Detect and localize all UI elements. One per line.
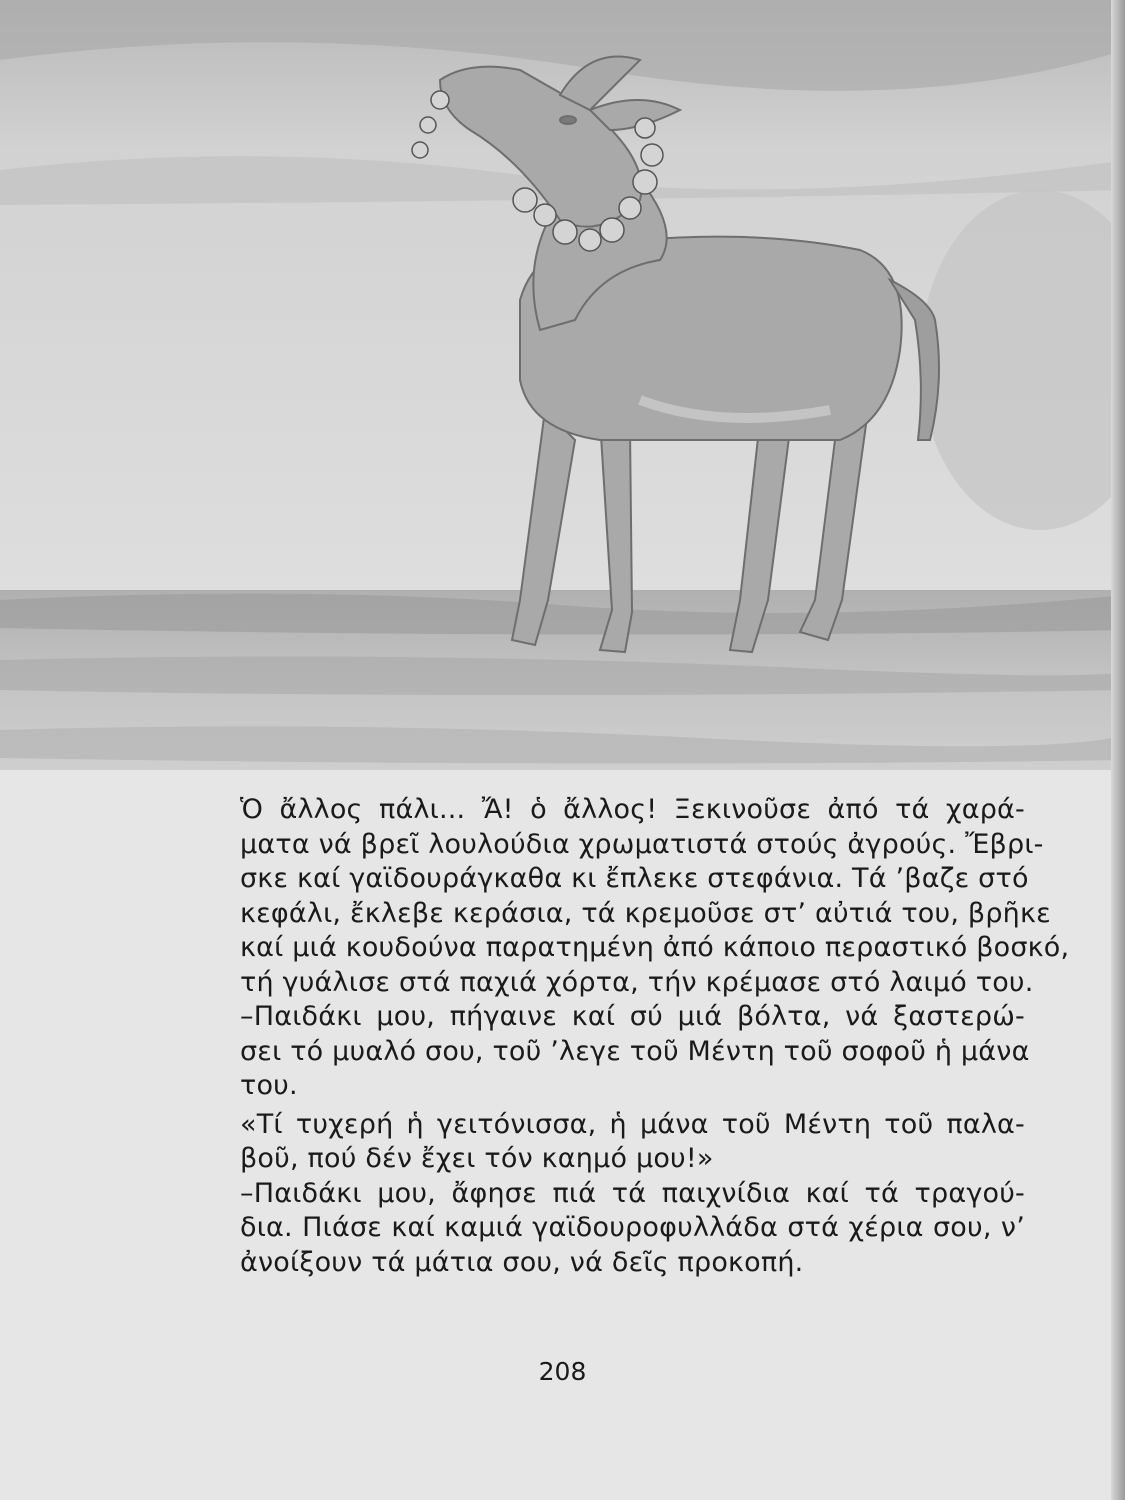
text-line-11: βοῦ, πού δέν ἔχει τόν καημό μου!»	[240, 1143, 714, 1174]
text-line-3: σκε καί γαϊδουράγκαθα κι ἔπλεκε στεφάνια. Τά ʼβαζε στό	[240, 863, 1029, 894]
text-line-12: –Παιδάκι μου, ἄφησε πιά τά παιχνίδια καί τά τραγού-	[240, 1177, 1025, 1209]
text-line-7: –Παιδάκι μου, πήγαινε καί σύ μιά βόλτα, νά ξαστερώ-	[240, 1001, 1025, 1032]
text-line-10: «Τί τυχερή ἡ γειτόνισσα, ἡ μάνα τοῦ Μέντη τοῦ παλα-	[240, 1108, 1025, 1140]
text-line-4: κεφάλι, ἔκλεβε κεράσια, τά κρεμοῦσε στʼ αὐτιά του, βρῆκε	[240, 897, 1051, 929]
text-line-14: ἀνοίξουν τά μάτια σου, νά δεῖς προκοπή.	[240, 1246, 804, 1278]
text-line-5: καί μιά κουδούνα παρατημένη ἀπό κάποιο περαστικό βοσκό,	[240, 932, 1070, 963]
text-line-1: Ὁ ἄλλος πάλι... Ἄ! ὁ ἄλλος! Ξεκινοῦσε ἀπό τά χαρά-	[240, 794, 1025, 825]
text-line-13: δια. Πιάσε καί καμιά γαϊδουροφυλλάδα στά χέρια σου, νʼ	[240, 1212, 1025, 1243]
text-line-6: τή γυάλισε στά παχιά χόρτα, τήν κρέμασε στό λαιμό του.	[240, 966, 1034, 998]
page-number: 208	[538, 1357, 587, 1386]
text-line-8: σει τό μυαλό σου, τοῦ ʼλεγε τοῦ Μέντη τοῦ σοφοῦ ἡ μάνα	[240, 1035, 1030, 1067]
text-line-9: του.	[240, 1070, 298, 1101]
book-spine-shadow	[1111, 0, 1125, 1500]
text-line-2: ματα νά βρεῖ λουλούδια χρωματιστά στούς ἀγρούς. Ἔβρι-	[240, 828, 1044, 860]
story-text	[240, 793, 1070, 1280]
